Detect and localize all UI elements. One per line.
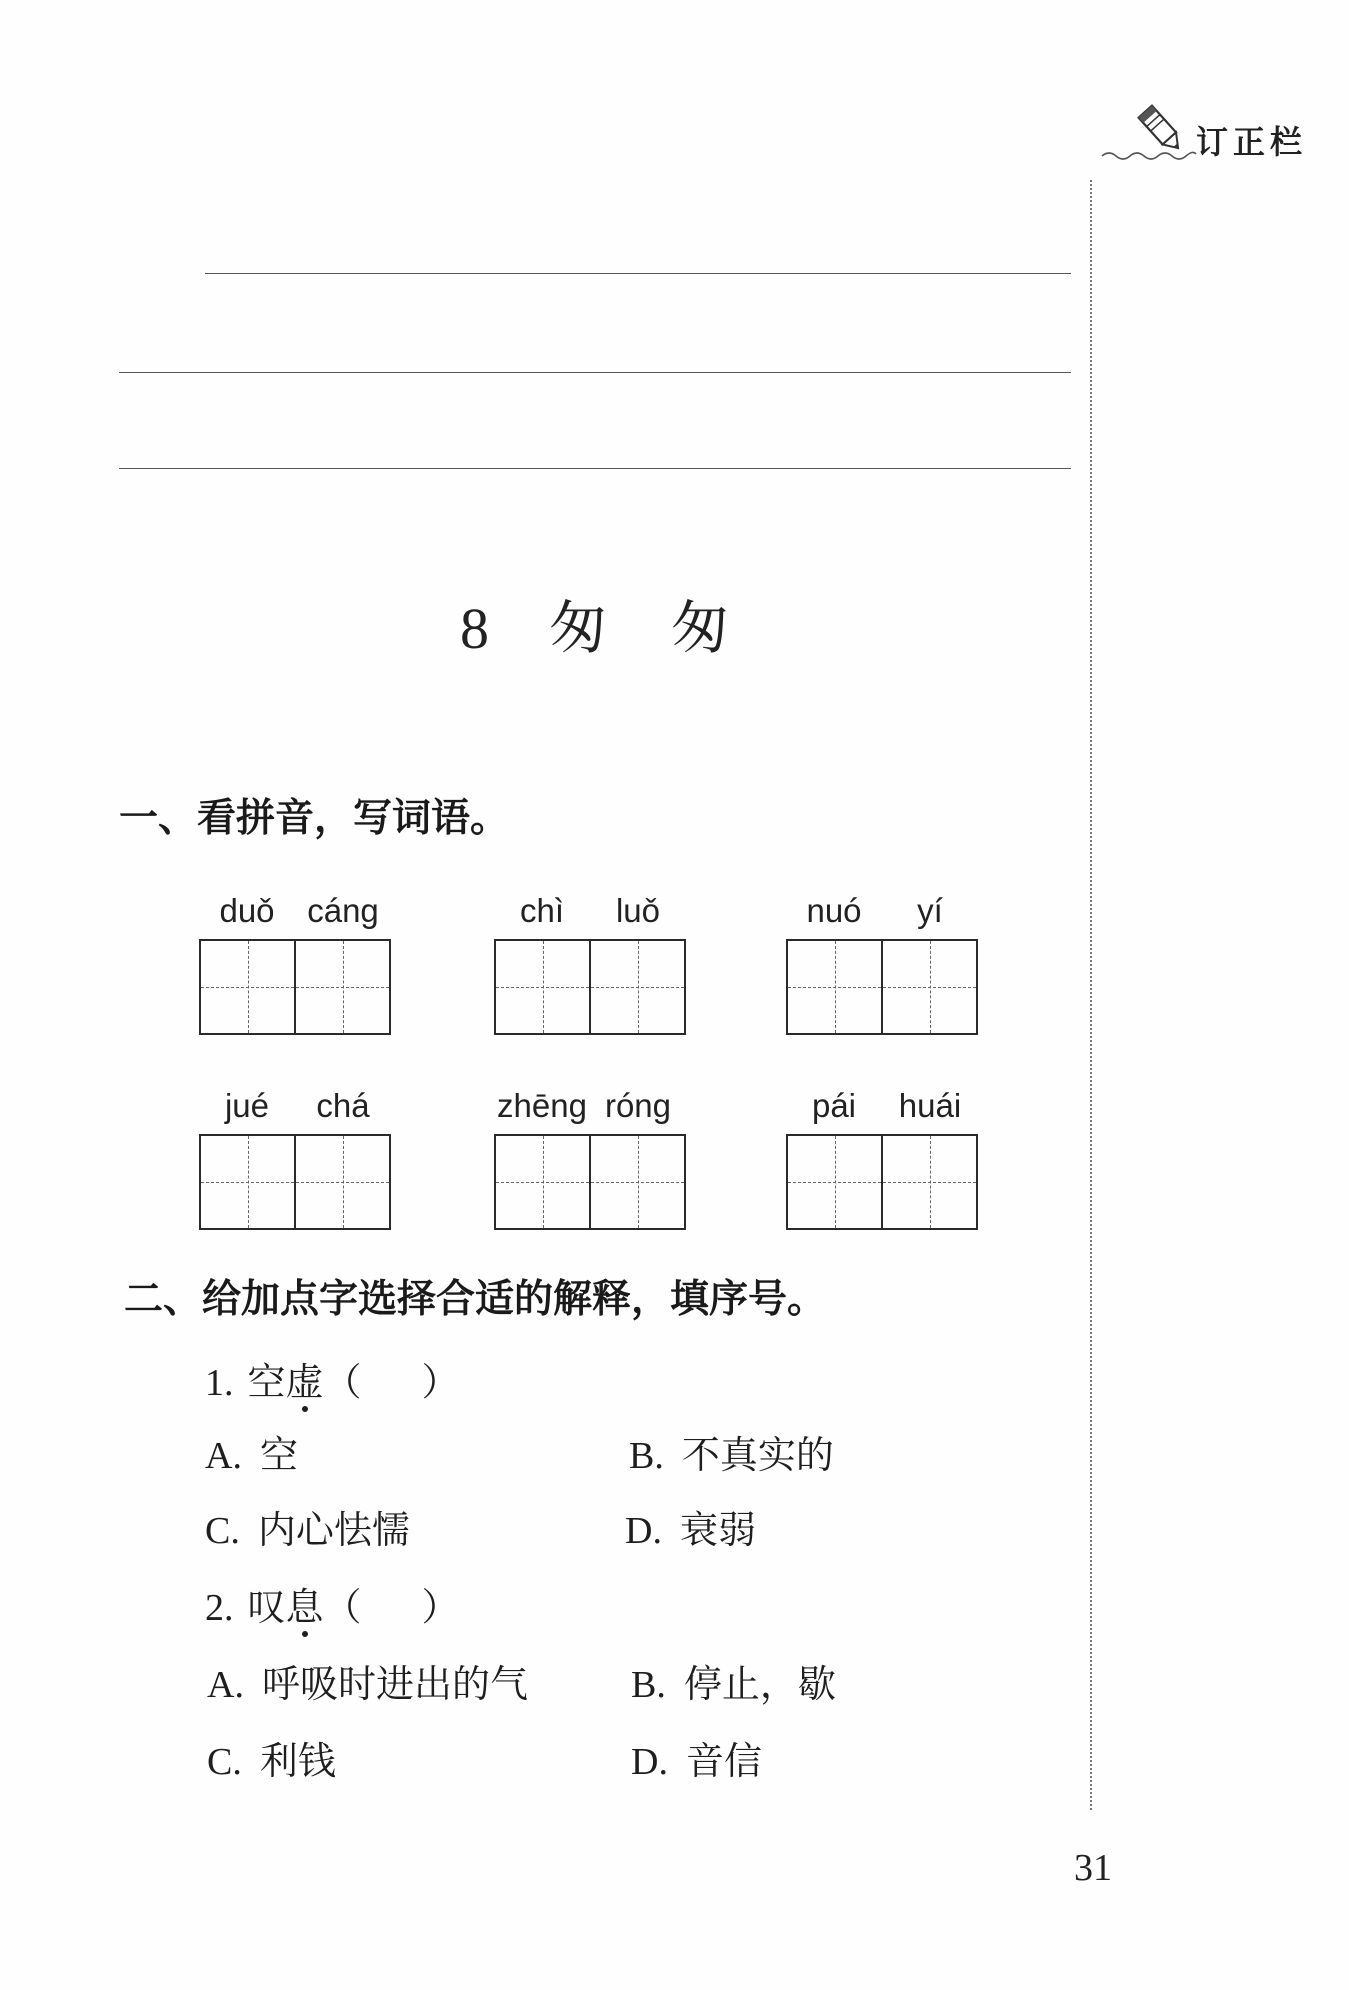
pinyin-syllable: huái [898, 1087, 962, 1124]
tianzige-cell [201, 941, 294, 1033]
emphasis-dot-char: 虚 [286, 1359, 324, 1407]
emphasis-dot-char: 息 [286, 1584, 324, 1632]
section-2-heading: 二、给加点字选择合适的解释，填序号。 [124, 1277, 827, 1322]
writing-grid-box [786, 1134, 978, 1230]
paren-close: ） [421, 1362, 460, 1404]
writing-grid-box [786, 939, 978, 1035]
writing-grid-box [199, 1134, 391, 1230]
paren-open: （ [323, 1362, 362, 1404]
pinyin-row [494, 1083, 686, 1129]
option-text: 呼吸时进出的气 [261, 1664, 528, 1706]
option-letter: B. [631, 1664, 666, 1706]
answer-line [205, 273, 1071, 274]
option-text: 音信 [685, 1741, 762, 1783]
lesson-name: 匆匆 [549, 596, 794, 661]
tianzige-cell [294, 941, 389, 1033]
pinyin-syllable: nuó [806, 892, 862, 929]
option-letter: A. [205, 1435, 242, 1477]
option-text: 空 [259, 1435, 298, 1477]
option-item [625, 1507, 756, 1555]
tianzige-cell [589, 941, 684, 1033]
pinyin-syllable: chì [519, 892, 565, 929]
option-item [205, 1432, 298, 1480]
pinyin-syllable: yí [917, 892, 943, 929]
answer-line [119, 468, 1071, 469]
answer-line [119, 372, 1071, 373]
pinyin-syllable: chá [316, 1087, 370, 1124]
option-letter: C. [205, 1510, 240, 1552]
option-letter: C. [207, 1741, 242, 1783]
question-number: 2. [205, 1587, 234, 1629]
pinyin-word-item [786, 888, 978, 1038]
option-item [631, 1738, 762, 1786]
option-item [207, 1738, 336, 1786]
lesson-number: 8 [460, 596, 489, 661]
pinyin-word-item [786, 1083, 978, 1233]
tianzige-cell [788, 941, 881, 1033]
writing-grid-box [199, 939, 391, 1035]
option-text: 衰弱 [679, 1510, 756, 1552]
question-word-lead: 叹 [247, 1587, 286, 1629]
tianzige-cell [496, 1136, 589, 1228]
pinyin-row [199, 1083, 391, 1129]
option-item [629, 1432, 834, 1480]
pencil-icon [1098, 98, 1198, 164]
pinyin-syllable: duǒ [219, 892, 275, 929]
pinyin-syllable: cáng [307, 892, 379, 929]
question-1 [205, 1359, 460, 1407]
tianzige-cell [201, 1136, 294, 1228]
option-letter: D. [631, 1741, 668, 1783]
paren-close: ） [421, 1587, 460, 1629]
option-text: 停止，歇 [683, 1664, 836, 1706]
pinyin-syllable: luǒ [615, 892, 661, 929]
tianzige-cell [788, 1136, 881, 1228]
tianzige-cell [881, 1136, 976, 1228]
pinyin-row [786, 888, 978, 934]
option-text: 利钱 [259, 1741, 336, 1783]
pinyin-row [494, 888, 686, 934]
option-letter: A. [207, 1664, 244, 1706]
question-2 [205, 1584, 460, 1632]
correction-column-label: 订正栏 [1196, 123, 1308, 161]
paren-open: （ [323, 1587, 362, 1629]
tianzige-cell [589, 1136, 684, 1228]
option-letter: B. [629, 1435, 664, 1477]
correction-column-divider [1090, 180, 1092, 1810]
pinyin-syllable: róng [604, 1087, 672, 1124]
tianzige-cell [881, 941, 976, 1033]
lesson-title [460, 593, 793, 665]
pinyin-syllable: zhēng [497, 1087, 587, 1124]
option-item [631, 1661, 836, 1709]
pinyin-word-item [494, 1083, 686, 1233]
option-item [207, 1661, 528, 1709]
pinyin-syllable: pái [811, 1087, 857, 1124]
page-number: 31 [1074, 1847, 1112, 1889]
option-item [205, 1507, 410, 1555]
writing-grid-box [494, 939, 686, 1035]
question-number: 1. [205, 1362, 234, 1404]
pinyin-row [786, 1083, 978, 1129]
pinyin-syllable: jué [224, 1087, 270, 1124]
option-text: 内心怯懦 [257, 1510, 410, 1552]
option-text: 不真实的 [681, 1435, 834, 1477]
tianzige-cell [294, 1136, 389, 1228]
section-1-heading: 一、看拼音，写词语。 [119, 796, 510, 841]
pinyin-row [199, 888, 391, 934]
pinyin-word-item [494, 888, 686, 1038]
option-letter: D. [625, 1510, 662, 1552]
tianzige-cell [496, 941, 589, 1033]
question-word-lead: 空 [247, 1362, 286, 1404]
pinyin-word-item [199, 888, 391, 1038]
pinyin-word-item [199, 1083, 391, 1233]
writing-grid-box [494, 1134, 686, 1230]
